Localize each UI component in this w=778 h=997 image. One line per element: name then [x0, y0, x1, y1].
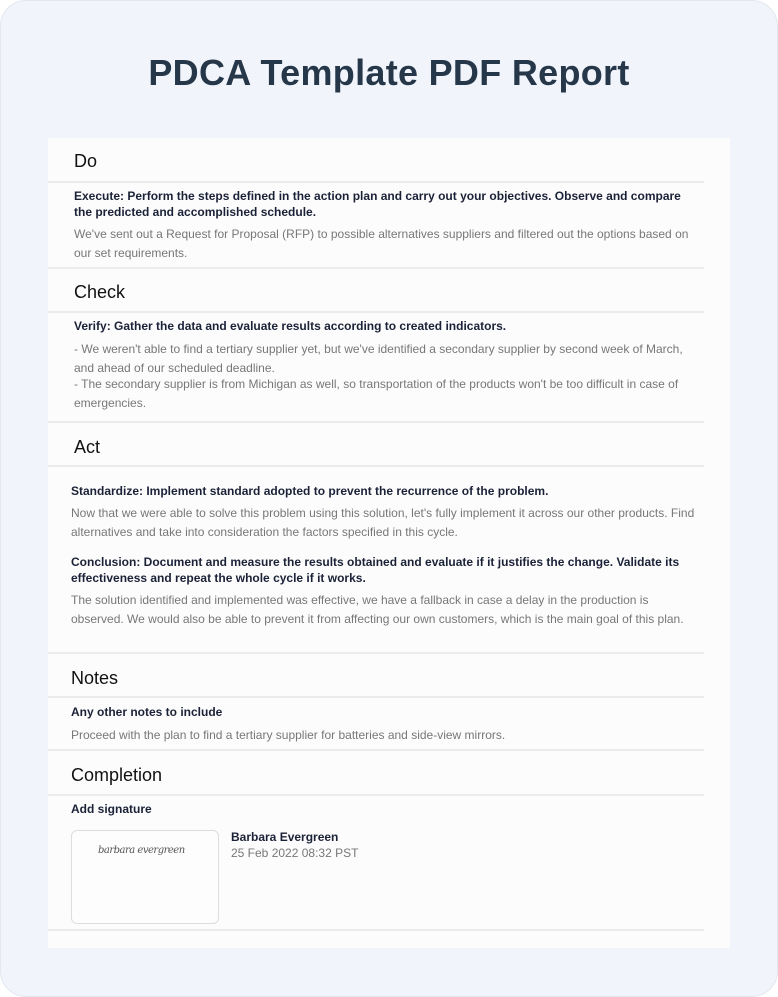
divider	[48, 696, 704, 698]
signature-date: 25 Feb 2022 08:32 PST	[231, 846, 359, 860]
act-subheading-conclusion: Conclusion: Document and measure the results obtained and evaluate if it justifies the change. Validate its effectiveness and repeat the whole cycle if it works.	[71, 555, 680, 585]
divider	[48, 267, 704, 269]
act-body-conclusion: The solution identified and implemented was effective, we have a fallback in case a delay in the production is observed. We would also be able to prevent it from affecting our own customers, which is the main goal of this plan.	[71, 593, 684, 626]
divider	[48, 465, 704, 467]
divider	[48, 652, 704, 654]
section-heading-check: Check	[74, 282, 126, 302]
divider	[48, 749, 704, 751]
divider	[48, 929, 704, 931]
signer-name: Barbara Evergreen	[231, 830, 339, 844]
check-subheading: Verify: Gather the data and evaluate results according to created indicators.	[74, 319, 507, 333]
divider	[48, 311, 704, 313]
signature-box[interactable]	[71, 830, 219, 924]
notes-subheading: Any other notes to include	[71, 705, 223, 719]
divider	[48, 794, 704, 796]
do-subheading: Execute: Perform the steps defined in the action plan and carry out your objectives. Observe and compare the predicted and accomplished schedule.	[74, 189, 681, 219]
check-body-1: - We weren't able to find a tertiary supplier yet, but we've identified a secondary supplier by second week of March, and ahead of our scheduled deadline.	[74, 342, 683, 375]
divider	[48, 421, 704, 423]
section-heading-do: Do	[74, 151, 98, 171]
add-signature-label: Add signature	[71, 802, 152, 816]
page-title: PDCA Template PDF Report	[148, 52, 630, 93]
section-heading-act: Act	[74, 437, 101, 457]
act-body-standardize: Now that we were able to solve this problem using this solution, let's fully implement it across our other products. Find alternatives and take into consideration the factors specified in this cycle.	[71, 506, 695, 539]
signature-image: barbara evergreen	[98, 845, 185, 856]
check-body-2: - The secondary supplier is from Michigan as well, so transportation of the products won't be too difficult in case of emergencies.	[74, 377, 679, 410]
notes-body: Proceed with the plan to find a tertiary supplier for batteries and side-view mirrors.	[71, 728, 506, 742]
section-heading-completion: Completion	[71, 765, 163, 785]
report-page	[48, 138, 730, 948]
section-heading-notes: Notes	[71, 668, 119, 688]
do-body: We've sent out a Request for Proposal (RFP) to possible alternatives suppliers and filtered out the options based on our set requirements.	[74, 227, 689, 260]
divider	[48, 181, 704, 183]
act-subheading-standardize: Standardize: Implement standard adopted to prevent the recurrence of the problem.	[71, 484, 549, 498]
